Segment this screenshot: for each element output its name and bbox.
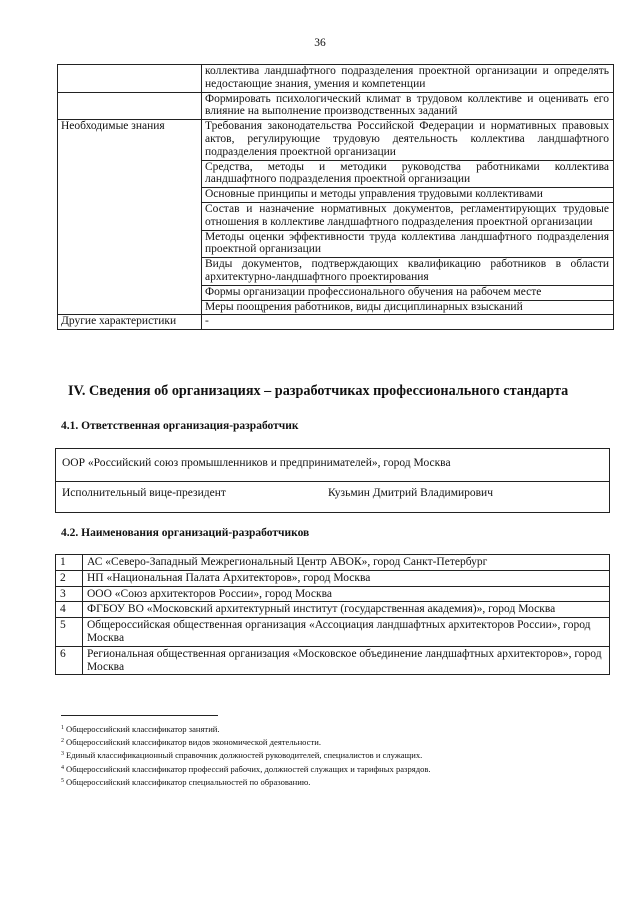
responsible-position: Исполнительный вице-президент — [62, 487, 226, 499]
responsible-person: Кузьмин Дмитрий Владимирович — [328, 487, 493, 499]
footnote: $^5$ Общероссийский классификатор специальностей по образованию. — [61, 776, 311, 787]
knowledge-label: Необходимые знания — [58, 120, 202, 315]
row-text: Состав и назначение нормативных документов, регламентирующих трудовые отношения в коллективе ландшафтного подразделения проектной организации — [202, 202, 614, 230]
responsible-heading: 4.1. Ответственная организация-разработчик — [61, 420, 299, 432]
footnote: $^1$ Общероссийский классификатор занятий. — [61, 724, 220, 734]
row-text: Виды документов, подтверждающих квалификацию работников в области архитектурно-ландшафтного проектирования — [202, 258, 614, 286]
org-name: Общероссийская общественная организация «Ассоциация ландшафтных архитекторов России», город Москва — [83, 618, 610, 647]
org-name: НП «Национальная Палата Архитекторов», город Москва — [83, 570, 610, 586]
other-label: Другие характеристики — [58, 315, 202, 330]
table-row — [56, 555, 610, 571]
row-number: 2 — [56, 570, 83, 586]
footnote: $^4$ Общероссийский классификатор профессий рабочих, должностей служащих и тарифных разрядов. — [61, 763, 431, 774]
row-number: 6 — [56, 646, 83, 675]
table-row — [56, 646, 610, 675]
footnote-rule — [61, 715, 218, 716]
table-row — [58, 120, 614, 160]
footnote: $^3$ Единый классификационный справочник должностей руководителей, специалистов и служащих. — [61, 750, 423, 761]
footnote: $^2$ Общероссийский классификатор видов экономической деятельности. — [61, 737, 321, 748]
other-value: - — [202, 315, 614, 330]
developers-heading: 4.2. Наименования организаций-разработчиков — [61, 527, 310, 539]
table-row — [56, 618, 610, 647]
responsible-org: ООР «Российский союз промышленников и предпринимателей», город Москва — [62, 457, 451, 469]
section-title: IV. Сведения об организациях – разработчиках профессионального стандарта — [68, 383, 569, 399]
row-text: Методы оценки эффективности труда коллектива ландшафтного подразделения проектной организации — [202, 230, 614, 258]
row-text: Основные принципы и методы управления трудовыми коллективами — [202, 188, 614, 203]
footnotes — [61, 715, 431, 788]
row-number: 1 — [56, 555, 83, 571]
org-name: ФГБОУ ВО «Московский архитектурный институт (государственная академия)», город Москва — [83, 602, 610, 618]
row-text: Требования законодательства Российской Федерации и нормативных правовых актов, регулирующие трудовую деятельность коллектива ландшафтного подразделения проектной организации — [202, 120, 614, 160]
divider — [56, 481, 609, 482]
row-number: 3 — [56, 586, 83, 602]
row-number: 5 — [56, 618, 83, 647]
row-text: Меры поощрения работников, виды дисциплинарных взысканий — [202, 300, 614, 315]
row-text: Формы организации профессионального обучения на рабочем месте — [202, 285, 614, 300]
row-label — [58, 92, 202, 120]
table-row — [56, 586, 610, 602]
row-text: Средства, методы и методики руководства работниками коллектива ландшафтного подразделения проектной организации — [202, 160, 614, 188]
table-row — [56, 602, 610, 618]
row-number: 4 — [56, 602, 83, 618]
table-row — [58, 92, 614, 120]
responsible-org-box — [55, 448, 610, 513]
org-name: Региональная общественная организация «Московское объединение ландшафтных архитекторов», город Москва — [83, 646, 610, 675]
row-text: коллектива ландшафтного подразделения проектной организации и определять недостающие знания, умения и компетенции — [202, 65, 614, 93]
developers-table — [55, 554, 610, 675]
page-number: 36 — [314, 37, 326, 49]
table-row — [56, 570, 610, 586]
table-row — [58, 65, 614, 93]
row-label — [58, 65, 202, 93]
org-name: АС «Северо-Западный Межрегиональный Центр АВОК», город Санкт-Петербург — [83, 555, 610, 571]
org-name: ООО «Союз архитекторов России», город Москва — [83, 586, 610, 602]
knowledge-table — [57, 64, 614, 330]
table-row — [58, 315, 614, 330]
row-text: Формировать психологический климат в трудовом коллективе и оценивать его влияние на выполнение производственных заданий — [202, 92, 614, 120]
